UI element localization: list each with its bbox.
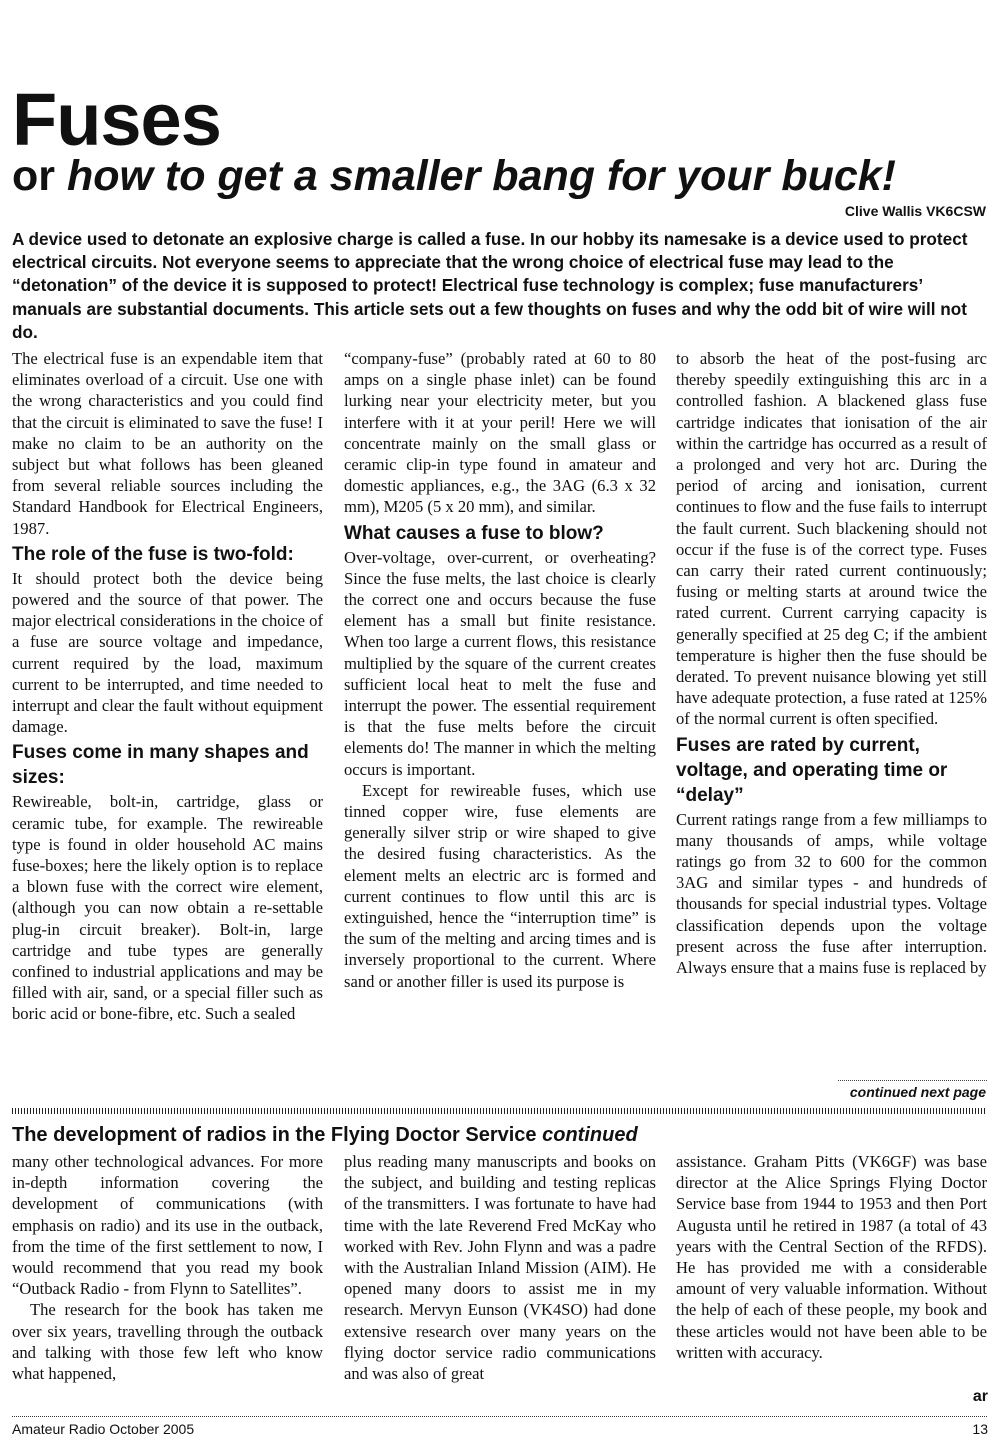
body-paragraph: It should protect both the device being powered and the source of that power. The major electrical considerations in the choice of a fuse are source voltage and impedance, current required by the load, maximum current to be interrupted, and time needed to interrupt and clear the fault without equipment damage.	[12, 568, 323, 737]
continued-next-page: continued next page	[849, 1084, 986, 1100]
section2-heading	[12, 1122, 638, 1148]
article-column-2	[344, 348, 656, 992]
section2-column-2	[344, 1151, 656, 1384]
intro-paragraph: A device used to detonate an explosive charge is called a fuse. In our hobby its namesake is a device used to protect electrical circuits. Not everyone seems to appreciate that the wrong choice of electrical fuse may lead to the “detonation” of the device it is supposed to protect! Electrical fuse technology is complex; fuse manufacturers’ manuals are substantial documents. This article sets out a few thoughts on fuses and why the odd bit of wire will not do.	[12, 229, 968, 342]
continued-rule	[838, 1080, 987, 1081]
end-mark: ar	[972, 1388, 988, 1405]
body-paragraph: to absorb the heat of the post-fusing arc thereby speedily extinguishing this arc in a controlled fashion. A blackened glass fuse cartridge indicates that ionisation of the air within the cartridge has occurred as a result of a prolonged and very hot arc. During the period of arcing and ionisation, current continues to flow and the fuse fails to interrupt the fault current. Such blackening should not occur if the fuse is of the correct type. Fuses can carry their rated current continuously; fusing or melting starts at around twice the rated current. Current carrying capacity is generally specified at 25 deg C; if the ambient temperature is higher then the fuse should be derated. To prevent nuisance blowing yet still have adequate protection, a fuse rated at 125% of the normal current is often specified.	[676, 349, 987, 729]
article-title: Fuses	[12, 78, 221, 161]
section-heading: Fuses are rated by current, voltage, and operating time or “delay”	[676, 734, 948, 806]
page-number: 13	[972, 1421, 988, 1437]
section2-heading-text: The development of radios in the Flying Doctor Service	[12, 1124, 543, 1146]
author-byline: Clive Wallis VK6CSW	[844, 203, 986, 219]
body-paragraph: plus reading many manuscripts and books on the subject, and building and testing replicas of the transmitters. I was fortunate to have had time with the late Reverend Fred McKay who worked with Rev. John Flynn and was a padre with the Australian Inland Mission (AIM). He opened many doors to assist me in my research. Mervyn Eunson (VK4SO) had done extensive research over many years on the flying doctor service radio communications and was also of great	[344, 1152, 656, 1384]
body-paragraph: Except for rewireable fuses, which use tinned copper wire, fuse elements are generally silver strip or wire shaped to give the desired fusing characteristics. As the element melts an electric arc is formed and current continues to flow until this arc is extinguished, hence the “interruption time” is the sum of the melting and arcing times and is inversely proportional to the current. Where sand or another filler is used its purpose is	[344, 780, 656, 991]
section2-heading-italic: continued	[542, 1124, 638, 1146]
article-column-1	[12, 348, 323, 1025]
body-paragraph: The research for the book has taken me over six years, travelling through the outback and talking with those few left who know what happened,	[12, 1300, 323, 1384]
section-heading: The role of the fuse is two-fold:	[12, 543, 294, 565]
section2-column-3	[676, 1151, 987, 1363]
subtitle-lead: or	[12, 152, 67, 200]
body-paragraph: many other technological advances. For more in-depth information covering the development of communications (with emphasis on radio) and its use in the outback, from the time of the first settlement to now, I would recommend that you read my book “Outback Radio - from Flynn to Satellites”.	[12, 1152, 323, 1299]
section-separator	[12, 1108, 987, 1114]
footer-rule	[12, 1416, 987, 1417]
section-heading: What causes a fuse to blow?	[344, 522, 604, 544]
body-paragraph: assistance. Graham Pitts (VK6GF) was base director at the Alice Springs Flying Doctor Service base from 1944 to 1953 and then Port Augusta until he retired in 1987 (a total of 43 years with the Central Section of the RFDS). He has provided me with a considerable amount of very valuable information. Without the help of each of these people, my book and these articles would not have been able to be written with accuracy.	[676, 1152, 987, 1362]
article-column-3	[676, 348, 987, 978]
footer-publication: Amateur Radio October 2005	[12, 1421, 195, 1437]
body-paragraph: Over-voltage, over-current, or overheating? Since the fuse melts, the last choice is clearly the correct one and occurs because the fuse element has a small but finite resistance. When too large a current flows, this resistance multiplied by the square of the current creates sufficient local heat to melt the fuse and interrupt the power. The essential requirement is that the fuse melts before the circuit elements do! The manner in which the melting occurs is important.	[344, 547, 656, 779]
article-subtitle	[12, 150, 896, 202]
subtitle-italic: how to get a smaller bang for your buck!	[66, 152, 897, 200]
body-paragraph: Current ratings range from a few milliamps to many thousands of amps, while voltage ratings go from 32 to 600 for the common 3AG and similar types - and hundreds of thousands for special industrial types. Voltage classification depends upon the voltage present across the fuse after interruption. Always ensure that a mains fuse is replaced by	[676, 809, 987, 978]
body-paragraph: “company-fuse” (probably rated at 60 to 80 amps on a single phase inlet) can be found lurking near your electricity meter, but you interfere with it at your peril! Here we will concentrate mainly on the small glass or ceramic clip-in type found in amateur and domestic appliances, e.g., the 3AG (6.3 x 32 mm), M205 (5 x 20 mm), and similar.	[344, 349, 656, 517]
section2-column-1	[12, 1151, 323, 1384]
body-paragraph: The electrical fuse is an expendable item that eliminates overload of a circuit. Use one with the wrong characteristics and you could find that the circuit is eliminated to save the fuse! I make no claim to be an authority on the subject but what follows has been gleaned from several reliable sources including the Standard Handbook for Electrical Engineers, 1987.	[12, 349, 323, 538]
body-paragraph: Rewireable, bolt-in, cartridge, glass or ceramic tube, for example. The rewireable type is found in older household AC mains fuse-boxes; here the likely option is to replace a blown fuse with the correct wire element, (although you can now obtain a re-settable plug-in circuit breaker). Bolt-in, large cartridge and tube types are generally confined to industrial applications and may be filled with air, sand, or a special filler such as boric acid or bone-fibre, etc. Such a sealed	[12, 792, 323, 1024]
section-heading: Fuses come in many shapes and sizes:	[12, 742, 309, 789]
